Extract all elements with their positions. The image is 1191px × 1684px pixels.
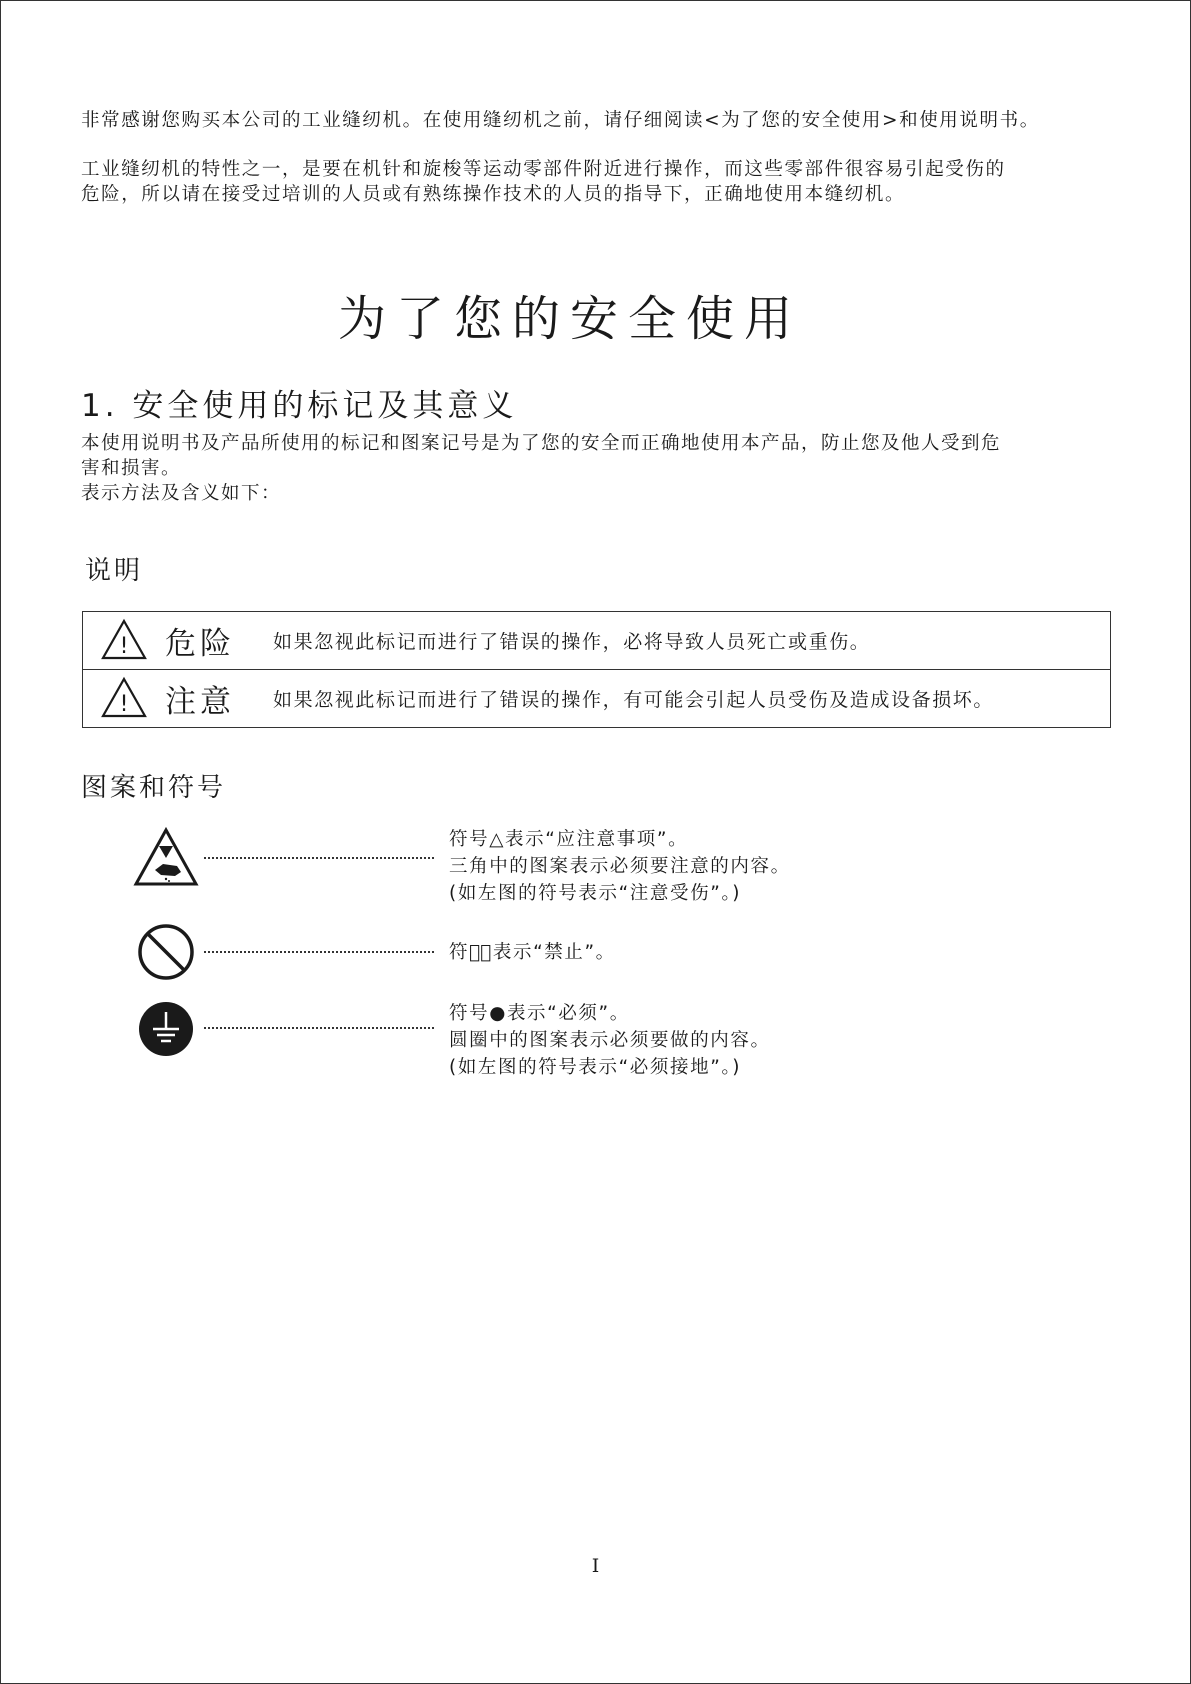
section-body xyxy=(81,431,1121,506)
symbol-mandatory-text xyxy=(449,1000,771,1081)
signal-word-caution: 注意 xyxy=(165,684,235,720)
page-title: 为了您的安全使用 xyxy=(337,291,802,347)
intro-paragraph-2-line-1: 工业缝纫机的特性之一，是要在机针和旋梭等运动零部件附近进行操作，而这些零部件很容易引起受伤的 xyxy=(81,159,1006,180)
explanation-heading: 说明 xyxy=(85,556,144,586)
symbol-caution-text xyxy=(449,826,791,907)
table-row-caution xyxy=(83,670,1111,728)
warning-triangle-icon xyxy=(101,676,147,722)
symbol-mandatory-line-1: 符号●表示“必须”。 xyxy=(449,1003,630,1024)
symbols-heading: 图案和符号 xyxy=(81,773,227,803)
symbol-item-caution xyxy=(133,824,199,890)
symbol-item-mandatory xyxy=(133,996,199,1062)
hand-injury-warning-icon xyxy=(133,824,199,890)
symbol-caution-line-3: (如左图的符号表示“注意受伤”。) xyxy=(449,883,742,904)
table-row-danger xyxy=(83,612,1111,670)
page-number: I xyxy=(591,1555,600,1577)
intro-paragraph-2-line-2: 危险，所以请在接受过培训的人员或有熟练操作技术的人员的指导下，正确地使用本缝纫机。 xyxy=(81,184,906,205)
ground-icon xyxy=(133,996,199,1062)
leader-dots xyxy=(204,857,434,859)
intro-line-1: 非常感谢您购买本公司的工业缝纫机。在使用缝纫机之前，请仔细阅读<为了您的安全使用>和使用说明书。 xyxy=(81,110,1040,131)
leader-dots xyxy=(204,951,434,953)
caution-description: 如果忽视此标记而进行了错误的操作，有可能会引起人员受伤及造成设备损坏。 xyxy=(273,670,1111,728)
intro-paragraph-2 xyxy=(81,157,1121,207)
svg-text:!: ! xyxy=(119,633,129,659)
section-heading: 1. 安全使用的标记及其意义 xyxy=(81,388,518,424)
prohibition-icon xyxy=(133,919,199,985)
symbol-caution-line-2: 三角中的图案表示必须要注意的内容。 xyxy=(449,856,791,877)
section-body-line-1: 本使用说明书及产品所使用的标记和图案记号是为了您的安全而正确地使用本产品，防止您及他人受到危 xyxy=(81,433,1002,454)
symbol-prohibition-text xyxy=(449,939,616,966)
section-body-line-2: 害和损害。 xyxy=(81,458,182,479)
danger-description: 如果忽视此标记而进行了错误的操作，必将导致人员死亡或重伤。 xyxy=(273,612,1111,670)
svg-text:!: ! xyxy=(119,691,129,717)
leader-dots xyxy=(204,1027,434,1029)
symbol-mandatory-line-2: 圆圈中的图案表示必须要做的内容。 xyxy=(449,1030,771,1051)
symbol-mandatory-line-3: (如左图的符号表示“必须接地”。) xyxy=(449,1057,742,1078)
symbol-caution-line-1: 符号△表示“应注意事项”。 xyxy=(449,829,689,850)
warning-triangle-icon xyxy=(101,618,147,664)
section-body-line-3: 表示方法及含义如下： xyxy=(81,483,282,504)
signal-word-table xyxy=(82,611,1111,728)
symbol-item-prohibition xyxy=(133,919,199,985)
symbol-prohibition-line-1: 符号⃠表示“禁止”。 xyxy=(449,942,616,963)
signal-word-danger: 危险 xyxy=(165,626,235,662)
